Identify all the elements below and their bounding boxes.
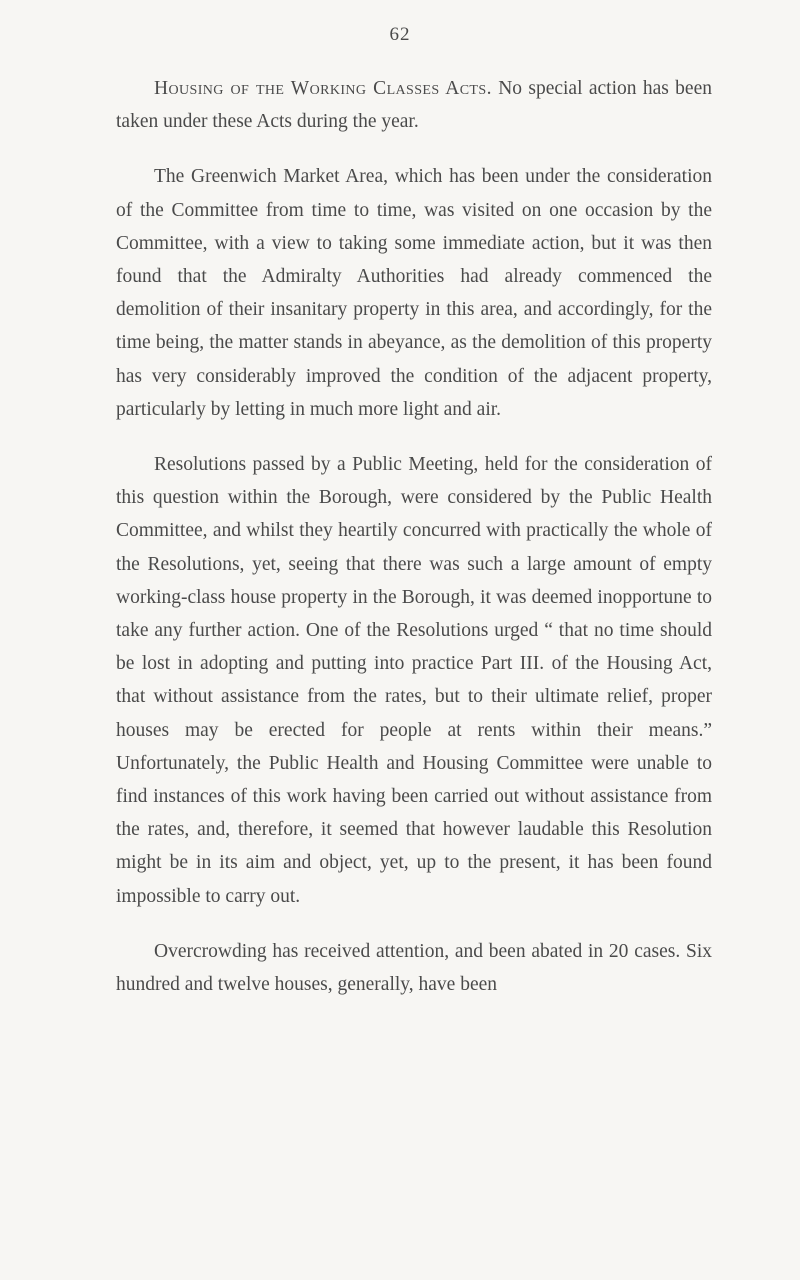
document-body bbox=[116, 72, 712, 1023]
paragraph-greenwich-market: The Greenwich Market Area, which has been under the consideration of the Committee from time to time, was visited on one occasion by the Committee, with a view to taking some immediate action, but it was then found that the Admiralty Authorities had already commenced the demolition of their insanitary property in this area, and accordingly, for the time being, the matter stands in abeyance, as the demolition of this property has very considerably improved the condition of the adjacent property, particularly by letting in much more light and air. bbox=[116, 166, 712, 420]
paragraph-intro-text: No special action has been taken under these Acts during the year. bbox=[116, 78, 712, 133]
paragraph-resolutions: Resolutions passed by a Public Meeting, held for the consideration of this question within the Borough, were considered by the Public Health Committee, and whilst they heartily concurred with practically the whole of the Resolutions, yet, seeing that there was such a large amount of empty working-class house property in the Borough, it was deemed inopportune to take any further action. One of the Resolutions urged “ that no time should be lost in adopting and putting into practice Part III. of the Housing Act, that without assistance from the rates, but to their ultimate relief, proper houses may be erected for people at rents within their means.” Unfortunately, the Public Health and Housing Committee were unable to find instances of this work having been carried out without assistance from the rates, and, therefore, it seemed that however laudable this Resolution might be in its aim and object, yet, up to the present, it has been found impossible to carry out. bbox=[116, 454, 712, 907]
page-number: 62 bbox=[389, 24, 411, 45]
section-heading: Housing of the Working Classes Acts. bbox=[154, 78, 492, 99]
paragraph-overcrowding: Overcrowding has received attention, and been abated in 20 cases. Six hundred and twelve houses, generally, have been bbox=[116, 940, 712, 996]
paragraph-housing-acts bbox=[116, 72, 712, 138]
